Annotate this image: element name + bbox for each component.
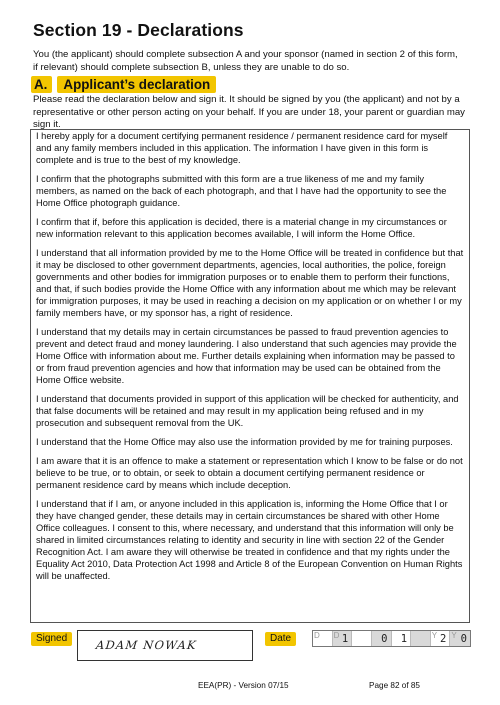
declaration-instruction: Please read the declaration below and sign it. It should be signed by you (the applicant) and not by a representative or other person acting on your behalf. If you are under 18, your parent or guardian may sign it. bbox=[33, 94, 465, 131]
date-label: Date bbox=[265, 632, 296, 646]
date-digit-cell[interactable] bbox=[450, 631, 470, 646]
declaration-paragraph: I confirm that if, before this application is decided, there is a material change in my circumstances or new information relevant to this application becomes available, I will inform the Home Office. bbox=[36, 217, 447, 239]
date-digit-cell[interactable] bbox=[333, 631, 353, 646]
subsection-a-header bbox=[31, 76, 216, 93]
date-digit-cell[interactable] bbox=[431, 631, 451, 646]
declaration-paragraph: I confirm that the photographs submitted with this form are a true likeness of me and my family members, as named on the back of each photograph, and that I have had the opportunity to see the Home Office photograph guidance. bbox=[36, 174, 447, 208]
date-digit-cell[interactable] bbox=[313, 631, 333, 646]
declaration-paragraph: I understand that if I am, or anyone included in this application is, informing the Home Office that I or they have changed gender, these details may in certain circumstances be shared with other Home Office colleagues. I consent to this, where necessary, and understand that this information will only be shared in limited circumstances relating to identity and security in line with section 22 of the Gender Recognition Act. I am aware they will otherwise be treated in confidence and that my rights under the Equality Act 2010, Data Protection Act 1998 and Article 8 of the European Convention on Human Rights will be unaffected. bbox=[36, 499, 463, 581]
date-digit-cell[interactable] bbox=[411, 631, 431, 646]
signature-text: ADAM NOWAK bbox=[95, 638, 198, 652]
date-digit: 2 bbox=[440, 633, 447, 645]
subsection-letter: A. bbox=[31, 76, 52, 93]
intro-text: You (the applicant) should complete subsection A and your sponsor (named in section 2 of this form, if relevant) should complete subsection B, unless they are unable to do so. bbox=[33, 49, 458, 73]
declaration-paragraph: I understand that all information provided by me to the Home Office will be treated in confidence but that it may be disclosed to other government departments, agencies, local authorities, the police, foreign governments and other bodies for immigration purposes or to enable them to perform their functions, and that, if such bodies provide the Home Office with any information about me which may be relevant for immigration purposes, it may be used in reaching a decision on my application or on whether I or my family members have, or my sponsor has, a right of residence. bbox=[36, 248, 464, 318]
date-digit-cell[interactable] bbox=[352, 631, 372, 646]
section-title: Section 19 - Declarations bbox=[33, 20, 244, 40]
form-version: EEA(PR) - Version 07/15 bbox=[198, 681, 289, 690]
date-placeholder: D bbox=[314, 631, 320, 640]
date-placeholder: Y bbox=[431, 631, 438, 640]
signed-label: Signed bbox=[31, 632, 72, 646]
date-placeholder: D bbox=[333, 631, 340, 640]
date-placeholder: Y bbox=[451, 631, 457, 640]
declaration-paragraph: I understand that the Home Office may also use the information provided by me for training purposes. bbox=[36, 437, 453, 447]
declaration-text-box bbox=[30, 129, 470, 623]
subsection-heading: Applicant’s declaration bbox=[57, 76, 216, 93]
date-digit: 0 bbox=[381, 633, 388, 645]
date-digit: 0 bbox=[460, 633, 467, 645]
declaration-paragraph: I am aware that it is an offence to make a statement or representation which I know to be false or do not believe to be true, or to obtain, or seek to obtain a document certifying permanent residence or permanent residence card by means which include deception. bbox=[36, 456, 463, 490]
date-digit-cell[interactable] bbox=[372, 631, 392, 646]
date-field[interactable] bbox=[312, 630, 471, 647]
declaration-paragraph: I hereby apply for a document certifying permanent residence / permanent residence card for myself and any family members included in this application. The information I have given in this form is complete and is true to the best of my knowledge. bbox=[36, 131, 448, 165]
date-digit-cell[interactable] bbox=[392, 631, 412, 646]
signature-field[interactable] bbox=[77, 630, 253, 661]
page-number: Page 82 of 85 bbox=[369, 681, 420, 690]
date-digit: 1 bbox=[400, 633, 408, 645]
declaration-paragraph: I understand that my details may in certain circumstances be passed to fraud prevention agencies to prevent and detect fraud and money laundering. I also understand that such agencies may provide the Home Office with information about me. Further details explaining when information may be passed to or from fraud prevention agencies and how that information may be used can be obtained from the Home Office website. bbox=[36, 327, 457, 385]
date-digit: 1 bbox=[341, 633, 349, 645]
declaration-paragraph: I understand that documents provided in support of this application will be checked for authenticity, and that false documents will be retained and may result in my application being refused and in my prosecution and subsequent removal from the UK. bbox=[36, 394, 459, 428]
